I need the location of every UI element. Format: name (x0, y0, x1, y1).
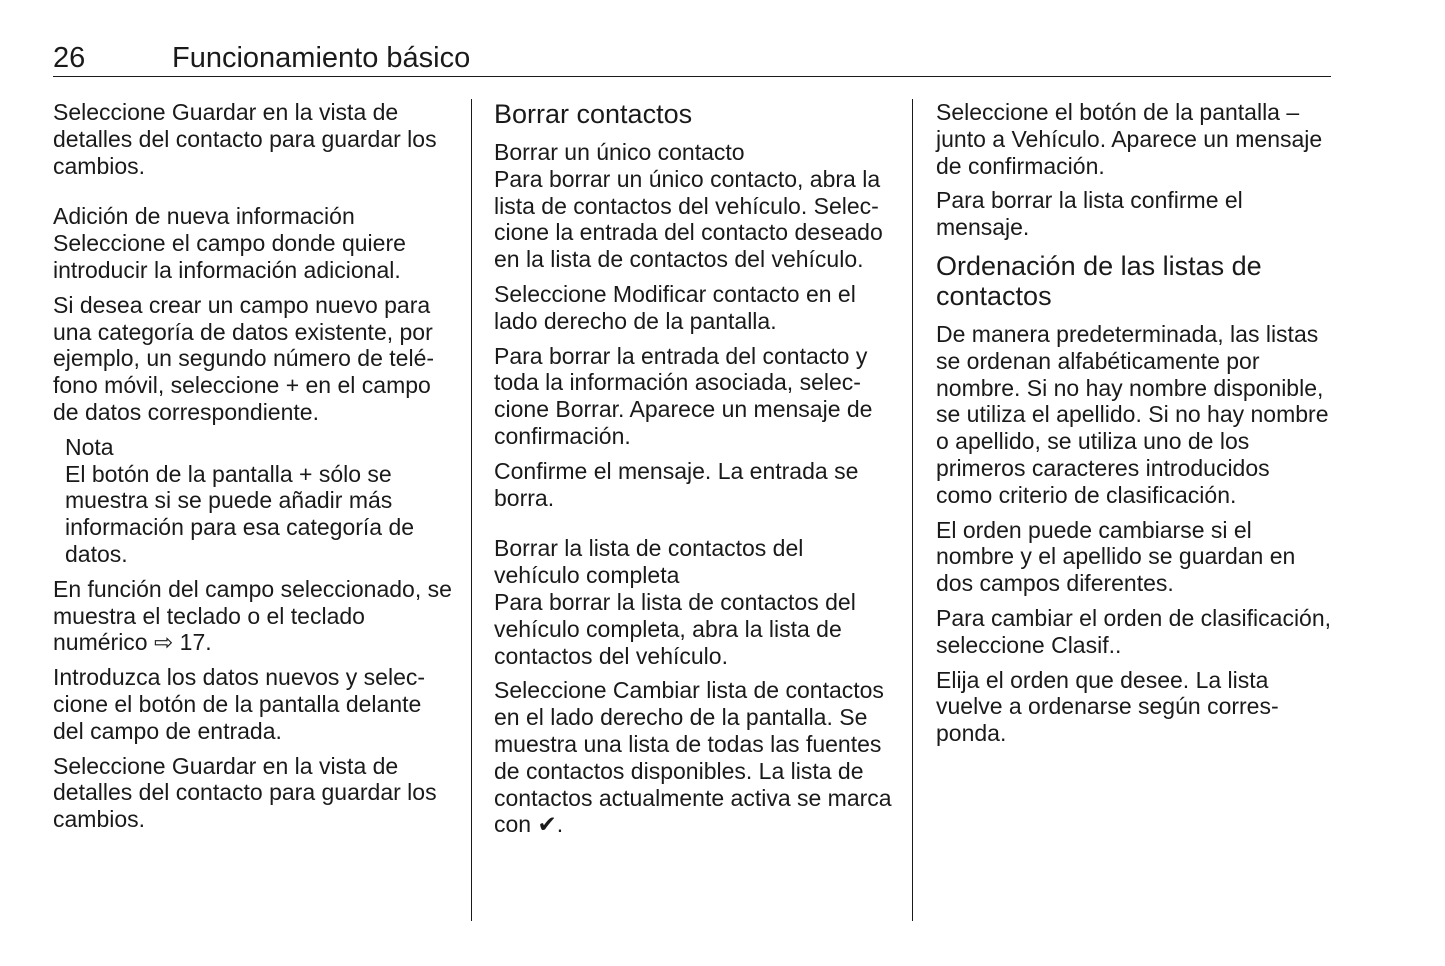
column-1 (53, 99, 453, 841)
paragraph: De manera predeterminada, las listas se ordenan alfabéticamente por nombre. Si no hay nombre disponible, se utiliza el apellido. Si no hay nombre o apellido, se utiliza uno de los primeros caracteres introducidos como criterio de clasificación. (936, 320, 1329, 508)
subheading-add-info: Adición de nueva información (53, 203, 355, 230)
ui-term: Borrar (555, 396, 619, 423)
paragraph: Seleccione Cambiar lista de contactos en el lado derecho de la pantalla. Se muestra una lista de todas las fuentes de contactos disponibles. La lista de contactos actualmente activa se marca con ✔. (494, 677, 892, 838)
heading-sort-contacts: Ordenación de las listas de contactos (936, 250, 1262, 311)
section-title: Funcionamiento básico (172, 42, 471, 74)
ui-term: Clasif. (1051, 631, 1115, 658)
paragraph: Para borrar un único contacto, abra la lista de contactos del vehículo. Seleccione la entrada del contacto deseado en la lista de contactos del vehículo. (494, 165, 883, 273)
paragraph: Para borrar la lista de contactos del vehículo completa, abra la lista de contactos del vehículo. (494, 588, 856, 669)
paragraph: Seleccione Guardar en la vista de detalles del contacto para guardar los cambios. (53, 99, 437, 179)
column-divider (912, 99, 913, 921)
ui-term: Modificar contacto (612, 280, 800, 307)
ui-term: Vehículo (1011, 125, 1100, 152)
ui-term: Guardar (171, 752, 257, 779)
column-2 (494, 99, 894, 846)
ui-term: Cambiar lista de contactos (612, 677, 884, 704)
paragraph: Seleccione Guardar en la vista de detalles del contacto para guardar los cambios. (53, 752, 437, 833)
heading-delete-contacts: Borrar contactos (494, 99, 693, 129)
paragraph: Seleccione el campo donde quiere introducir la información adicional. (53, 230, 406, 283)
paragraph: Confirme el mensaje. La entrada se borra. (494, 457, 859, 511)
note-title: Nota (65, 433, 114, 460)
plus-icon: + (299, 460, 313, 487)
subheading-delete-single: Borrar un único contacto (494, 139, 745, 165)
minus-icon: – (1286, 99, 1300, 125)
paragraph: Seleccione Modificar contacto en el lado derecho de la pantalla. (494, 280, 856, 334)
paragraph: Para borrar la entrada del contacto y toda la información asociada, seleccione Borrar. Aparece un mensaje de confirmación. (494, 342, 873, 449)
page-reference-icon: ⇨ (153, 629, 174, 656)
subheading-delete-list: Borrar la lista de contactos del vehículo completa (494, 535, 804, 589)
plus-icon: + (285, 372, 300, 399)
note-box (53, 434, 453, 568)
paragraph: Si desea crear un campo nuevo para una categoría de datos existente, por ejemplo, un segundo número de teléfono móvil, seleccione + en el campo de datos correspondiente. (53, 291, 435, 425)
paragraph: Para cambiar el orden de clasificación, seleccione Clasif.. (936, 604, 1332, 658)
paragraph: Para borrar la lista confirme el mensaje. (936, 187, 1243, 241)
column-divider (471, 99, 472, 921)
ui-term: Guardar (171, 99, 257, 125)
column-3 (936, 99, 1332, 755)
paragraph: Introduzca los datos nuevos y seleccione el botón de la pantalla delante del campo de entrada. (53, 664, 426, 744)
page-header (53, 38, 1331, 77)
paragraph: En función del campo seleccionado, se muestra el teclado o el teclado numérico ⇨ 17. (53, 575, 452, 656)
paragraph: Seleccione el botón de la pantalla – junto a Vehículo. Aparece un mensaje de confirmación. (936, 99, 1323, 179)
checkmark-icon: ✔ (537, 811, 557, 838)
paragraph: El orden puede cambiarse si el nombre y el apellido se guardan en dos campos diferentes. (936, 516, 1296, 597)
paragraph: Elija el orden que desee. La lista vuelve a ordenarse según corresponda. (936, 666, 1279, 747)
note-text: El botón de la pantalla + sólo se muestra si se puede añadir más información para esa categoría de datos. (65, 460, 415, 567)
page-number: 26 (53, 42, 86, 74)
